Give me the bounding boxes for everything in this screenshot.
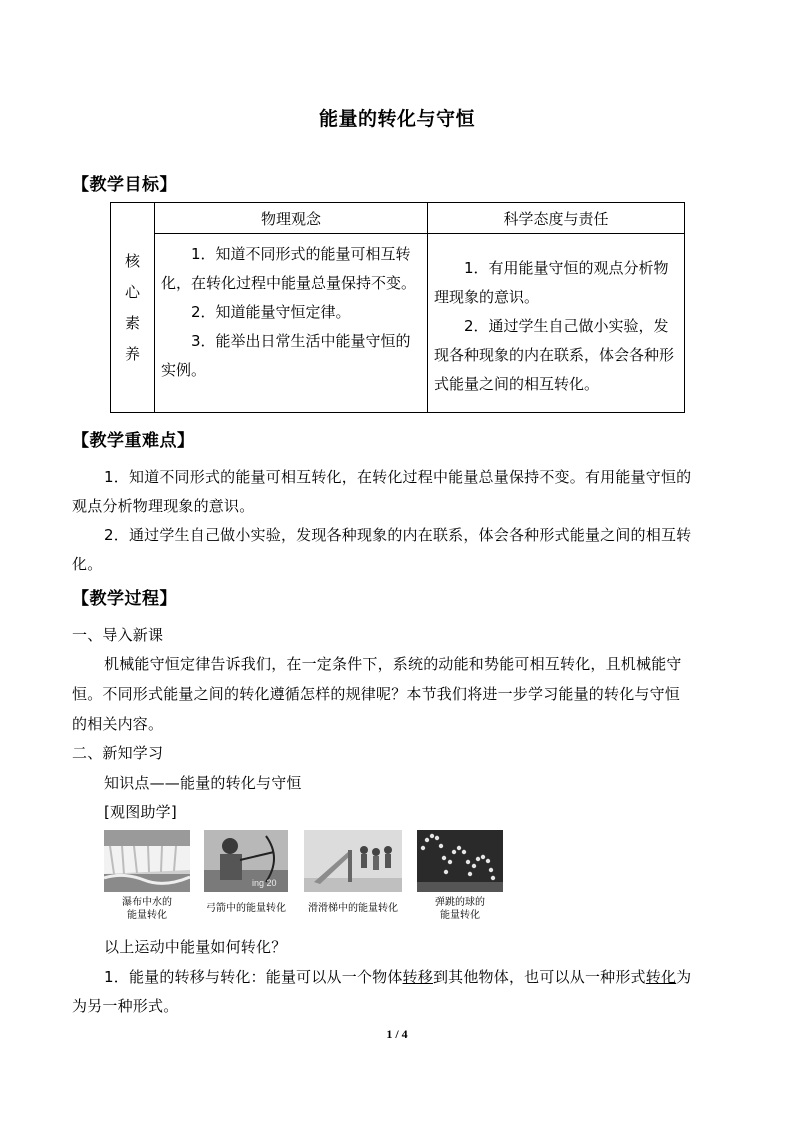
caption-archer: 弓箭中的能量转化 bbox=[206, 903, 286, 914]
svg-text:ing 20: ing 20 bbox=[252, 878, 277, 888]
page-title: 能量的转化与守恒 bbox=[318, 108, 475, 130]
keypoint-line: 2．通过学生自己做小实验，发现各种现象的内在联系，体会各种形式能量之间的相互转 bbox=[104, 526, 692, 544]
intro-line: 恒。不同形式能量之间的转化遵循怎样的规律呢？本节我们将进一步学习能量的转化与守恒 bbox=[72, 685, 681, 703]
knowledge-point: 知识点——能量的转化与守恒 bbox=[104, 774, 302, 792]
question: 以上运动中能量如何转化？ bbox=[104, 938, 287, 956]
keypoint-line: 观点分析物理现象的意识。 bbox=[72, 497, 255, 515]
underlined-term: 转化 bbox=[645, 968, 677, 986]
underlined-term: 转移 bbox=[402, 968, 433, 986]
waterfall-image bbox=[104, 830, 190, 892]
image-row bbox=[104, 830, 504, 920]
goal-item: 3．能举出日常生活中能量守恒的实例。 bbox=[161, 332, 411, 379]
part1-heading: 一、导入新课 bbox=[72, 626, 164, 644]
goals-table bbox=[110, 202, 685, 413]
goal-item: 2．知道能量守恒定律。 bbox=[191, 303, 351, 321]
slide-image bbox=[304, 830, 402, 892]
goal-item: 1．知道不同形式的能量可相互转化，在转化过程中能量总量保持不变。 bbox=[161, 245, 417, 292]
bouncing-ball-image bbox=[417, 830, 503, 892]
caption-waterfall: 瀑布中水的 能量转化 bbox=[122, 897, 172, 921]
col-header-physics-concept: 物理观念 bbox=[155, 203, 428, 234]
point1-line: 1．能量的转移与转化：能量可以从一个物体转移到其他物体，也可以从一种形式转化为 bbox=[104, 968, 692, 986]
caption-slide: 滑滑梯中的能量转化 bbox=[308, 903, 398, 914]
point1-line2: 为另一种形式。 bbox=[72, 997, 179, 1015]
intro-line: 机械能守恒定律告诉我们，在一定条件下，系统的动能和势能可相互转化，且机械能守 bbox=[104, 655, 682, 673]
goal-item: 2．通过学生自己做小实验，发现各种现象的内在联系，体会各种形式能量之间的相互转化。 bbox=[434, 317, 675, 393]
col-header-attitude: 科学态度与责任 bbox=[428, 203, 685, 234]
caption-ball: 弹跳的球的 能量转化 bbox=[435, 897, 485, 921]
archer-image bbox=[204, 830, 288, 892]
keypoint-line: 1．知道不同形式的能量可相互转化，在转化过程中能量总量保持不变。有用能量守恒的 bbox=[104, 468, 692, 486]
cell-physics-concept bbox=[155, 234, 428, 413]
intro-line: 的相关内容。 bbox=[72, 715, 164, 733]
section-keypoints-heading: 【教学重难点】 bbox=[72, 431, 195, 451]
section-goals-heading: 【教学目标】 bbox=[72, 175, 177, 195]
cell-attitude bbox=[428, 234, 685, 413]
page-number: 1 / 4 bbox=[386, 1027, 408, 1041]
goal-item: 1．有用能量守恒的观点分析物理现象的意识。 bbox=[434, 259, 669, 306]
row-label-core-literacy: 核 心 素 养 bbox=[111, 203, 155, 413]
part2-heading: 二、新知学习 bbox=[72, 744, 164, 762]
observe-label: [观图助学] bbox=[104, 803, 177, 821]
keypoint-line: 化。 bbox=[72, 555, 103, 573]
section-process-heading: 【教学过程】 bbox=[72, 589, 177, 609]
